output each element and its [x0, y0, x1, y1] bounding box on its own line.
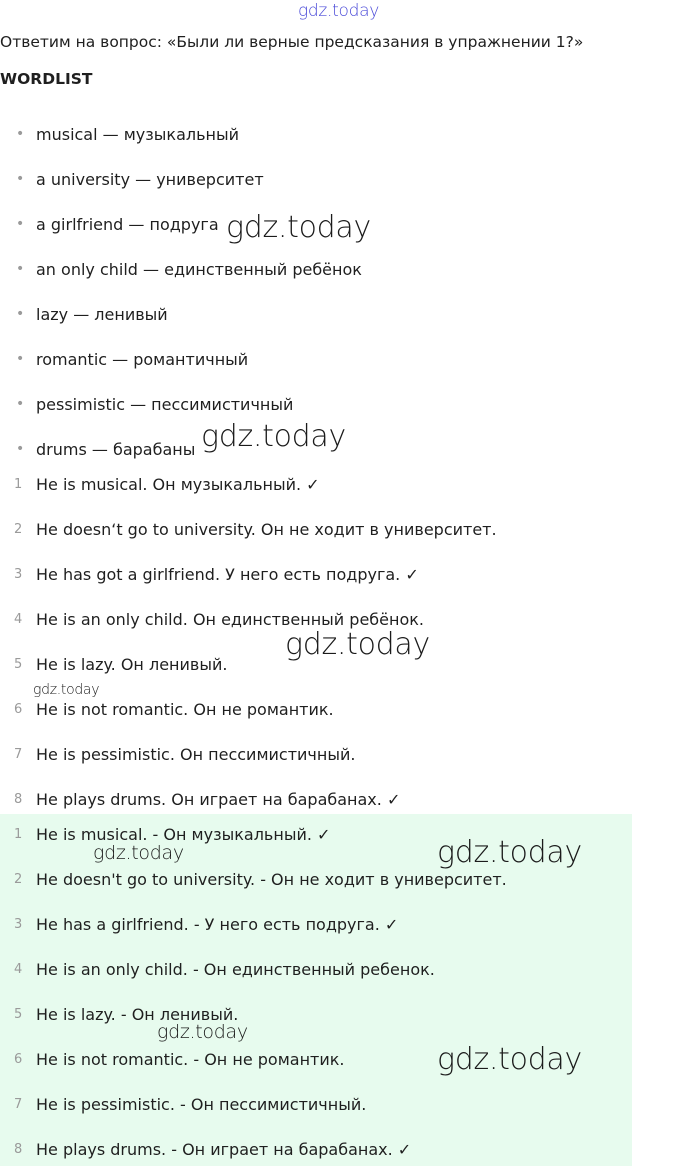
- item-number: 3: [14, 917, 23, 932]
- item-number: 5: [14, 1007, 23, 1022]
- list-item: [0, 462, 632, 507]
- watermark-top: gdz.today: [298, 1, 379, 21]
- list-item: [0, 552, 632, 597]
- item-number: 1: [14, 827, 23, 842]
- watermark: gdz.today: [226, 210, 371, 245]
- list-item: [0, 247, 362, 292]
- vocab-entry: musical — музыкальный: [36, 125, 240, 144]
- item-number: 4: [14, 612, 23, 627]
- list-item: [0, 1127, 632, 1172]
- vocab-entry: drums — барабаны: [36, 440, 196, 459]
- item-number: 2: [14, 872, 23, 887]
- answer-text: He is lazy. Он ленивый.: [36, 655, 228, 674]
- item-number: 1: [14, 477, 23, 492]
- bullet-icon: •: [16, 216, 25, 232]
- item-number: 8: [14, 792, 23, 807]
- answer-text: He is not romantic. Он не романтик.: [36, 700, 334, 719]
- watermark: gdz.today: [93, 842, 184, 864]
- vocab-entry: a university — университет: [36, 170, 264, 189]
- bullet-icon: •: [16, 261, 25, 277]
- answer-text: He is pessimistic. Он пессимистичный.: [36, 745, 356, 764]
- answer-text: He plays drums. Он играет на барабанах. ✓: [36, 790, 401, 809]
- answer-text: He is musical. Он музыкальный. ✓: [36, 475, 320, 494]
- item-number: 2: [14, 522, 23, 537]
- answer-text: He plays drums. - Он играет на барабанах. ✓: [36, 1140, 412, 1159]
- answer-text: He is musical. - Он музыкальный. ✓: [36, 825, 331, 844]
- item-number: 3: [14, 567, 23, 582]
- answer-text: He is an only child. - Он единственный ребенок.: [36, 960, 435, 979]
- bullet-icon: •: [16, 396, 25, 412]
- bullet-icon: •: [16, 171, 25, 187]
- watermark: gdz.today: [437, 1042, 582, 1077]
- list-item: [0, 292, 362, 337]
- watermark: gdz.today: [437, 835, 582, 870]
- bullet-icon: •: [16, 306, 25, 322]
- vocabulary-list: [0, 112, 362, 472]
- answer-text: He doesn‘t go to university. Он не ходит в университет.: [36, 520, 497, 539]
- watermark: gdz.today: [201, 419, 346, 454]
- item-number: 5: [14, 657, 23, 672]
- vocab-entry: an only child — единственный ребёнок: [36, 260, 362, 279]
- list-item: [0, 902, 632, 947]
- wordlist-heading: WORDLIST: [0, 70, 93, 88]
- answer-text: He is an only child. Он единственный ребёнок.: [36, 610, 424, 629]
- item-number: 6: [14, 1052, 23, 1067]
- list-item: [0, 732, 632, 777]
- item-number: 8: [14, 1142, 23, 1157]
- answer-text: He has got a girlfriend. У него есть подруга. ✓: [36, 565, 419, 584]
- list-item: [0, 992, 632, 1037]
- watermark: gdz.today: [33, 682, 100, 698]
- vocab-entry: pessimistic — пессимистичный: [36, 395, 294, 414]
- list-item: [0, 337, 362, 382]
- list-item: [0, 157, 362, 202]
- list-item: [0, 112, 362, 157]
- bullet-icon: •: [16, 126, 25, 142]
- vocab-entry: lazy — ленивый: [36, 305, 168, 324]
- item-number: 4: [14, 962, 23, 977]
- answer-text: He has a girlfriend. - У него есть подруга. ✓: [36, 915, 399, 934]
- bullet-icon: •: [16, 441, 25, 457]
- answer-text: He doesn't go to university. - Он не ходит в университет.: [36, 870, 507, 889]
- vocab-entry: a girlfriend — подруга: [36, 215, 219, 234]
- answer-text: He is not romantic. - Он не романтик.: [36, 1050, 345, 1069]
- vocab-entry: romantic — романтичный: [36, 350, 249, 369]
- watermark: gdz.today: [157, 1021, 248, 1043]
- list-item: [0, 507, 632, 552]
- list-item: [0, 1082, 632, 1127]
- question-text: Ответим на вопрос: «Были ли верные предсказания в упражнении 1?»: [0, 33, 584, 51]
- answer-text: He is lazy. - Он ленивый.: [36, 1005, 239, 1024]
- item-number: 7: [14, 747, 23, 762]
- list-item: [0, 947, 632, 992]
- item-number: 6: [14, 702, 23, 717]
- answer-text: He is pessimistic. - Он пессимистичный.: [36, 1095, 367, 1114]
- item-number: 7: [14, 1097, 23, 1112]
- bullet-icon: •: [16, 351, 25, 367]
- watermark: gdz.today: [285, 627, 430, 662]
